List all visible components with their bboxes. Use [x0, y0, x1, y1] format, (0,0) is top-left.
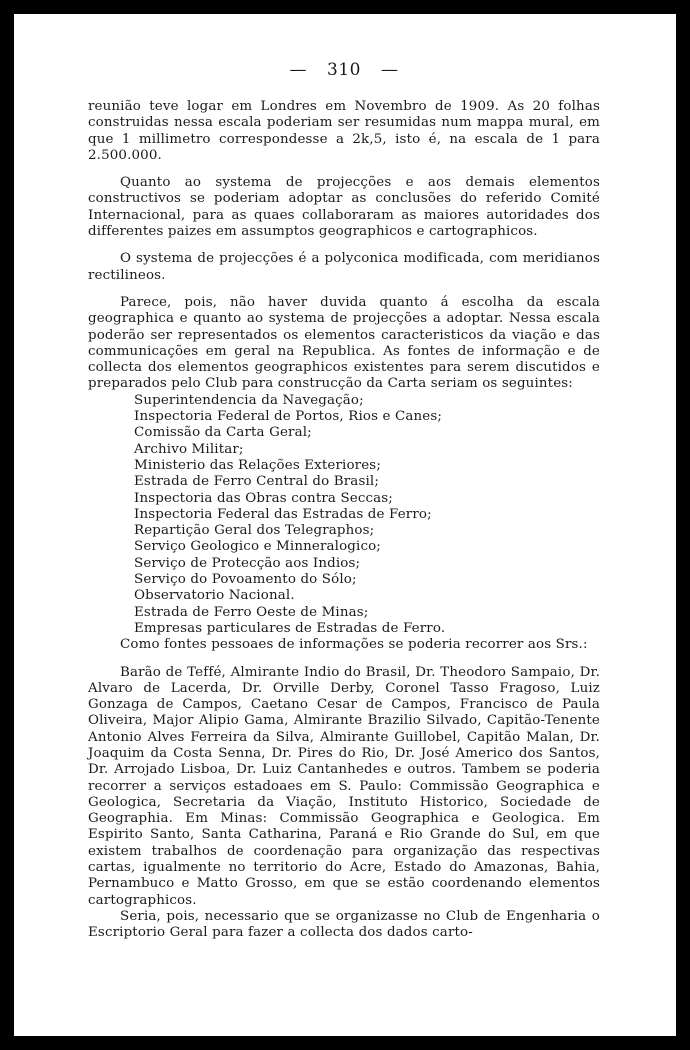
list-item: Comissão da Carta Geral; — [134, 425, 312, 441]
page-number: 310 — [327, 60, 361, 80]
list-item: Ministerio das Relações Exteriores; — [134, 457, 381, 473]
sources-list — [88, 393, 600, 637]
list-item: Serviço Geologico e Minneralogico; — [134, 539, 381, 555]
list-item: Observatorio Nacional. — [134, 588, 295, 604]
paragraph-information-sources: Parece, pois, não haver duvida quanto á escolha da escala geographica e quanto ao systema de projecções a adoptar. Nessa escala poderão ser representados os elementos caracteristicos da viação e das communicações em geral na Republica. As fontes de informação e de collecta dos elementos geographicos existentes para serem discutidos e preparados pelo Club para construcção da Carta seriam os seguintes: — [88, 294, 600, 392]
document-page — [14, 14, 676, 1036]
list-item: Inspectoria Federal de Portos, Rios e Canes; — [134, 409, 443, 425]
list-item: Empresas particulares de Estradas de Ferro. — [134, 620, 446, 636]
list-item: Inspectoria Federal das Estradas de Ferro; — [134, 506, 432, 522]
list-item: Serviço de Protecção aos Indios; — [134, 555, 361, 571]
list-item: Superintendencia da Navegação; — [134, 392, 364, 408]
page-content — [88, 59, 600, 953]
list-item: Serviço do Povoamento do Sólo; — [134, 572, 357, 588]
list-item: Inspectoria das Obras contra Seccas; — [134, 490, 393, 506]
list-item: Archivo Militar; — [134, 441, 244, 457]
list-item: Estrada de Ferro Oeste de Minas; — [134, 604, 369, 620]
paragraph-conclusion: Seria, pois, necessario que se organizasse no Club de Engenharia o Escriptorio Geral para fazer a collecta dos dados carto- — [88, 908, 600, 941]
paragraph-names: Barão de Teffé, Almirante Indio do Brasil, Dr. Theodoro Sampaio, Dr. Alvaro de Lacerda, Dr. Orville Derby, Coronel Tasso Fragoso, Luiz Gonzaga de Campos, Caetano Cesar de Campos, Francisco de Paula Oliveira, Major Alipio Gama, Almirante Brazilio Silvado, Capitão-Tenente Antonio Alves Ferreira da Silva, Almirante Guillobel, Capitão Malan, Dr. Joaquim da Costa Senna, Dr. Pires do Rio, Dr. José Americo dos Santos, Dr. Arrojado Lisboa, Dr. Luiz Cantanhedes e outros. Tambem se poderia recorrer a serviços estadoaes em S. Paulo: Commissão Geographica e Geologica, Secretaria da Viação, Instituto Historico, Sociedade de Geographia. Em Minas: Commissão Geographica e Geologica. Em Espirito Santo, Santa Catharina, Paraná e Rio Grande do Sul, em que existem trabalhos de coordenação para organização das respectivas cartas, igualmente no territorio do Acre, Estado do Amazonas, Bahia, Pernambuco e Matto Grosso, em que se estão coordenando elementos cartographicos. — [88, 664, 600, 908]
paragraph-continuation: reunião teve logar em Londres em Novembro de 1909. As 20 folhas construidas nessa escala poderiam ser resumidas num mappa mural, em que 1 millimetro correspondesse a 2k,5, isto é, na escala de 1 para 2.500.000. — [88, 99, 600, 163]
list-item: Estrada de Ferro Central do Brasil; — [134, 474, 379, 490]
page-number-dash-left: — — [289, 60, 308, 80]
paragraph-personal-sources: Como fontes pessoaes de informações se poderia recorrer aos Srs.: — [120, 637, 588, 653]
page-header — [88, 59, 600, 81]
list-item: Repartição Geral dos Telegraphos; — [134, 523, 375, 539]
paragraph-polyconic: O systema de projecções é a polyconica modificada, com meridianos rectilineos. — [88, 251, 600, 283]
page-number-dash-right: — — [380, 60, 399, 80]
paragraph-projection-system: Quanto ao systema de projecções e aos demais elementos constructivos se poderiam adoptar as conclusões do referido Comité Internacional, para as quaes collaboraram as maiores autoridades dos differentes paizes em assumptos geographicos e cartographicos. — [88, 175, 600, 240]
